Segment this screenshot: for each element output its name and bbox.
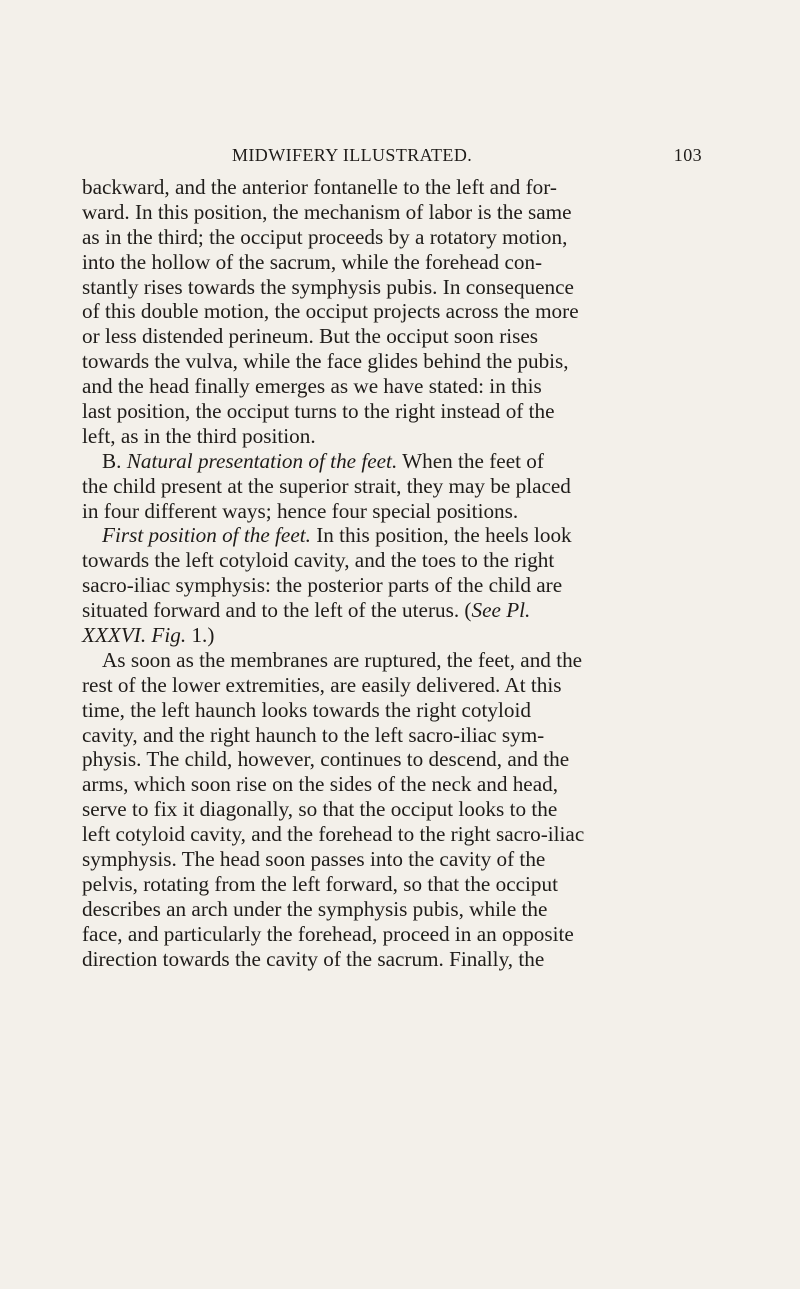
text-line-23: cavity, and the right haunch to the left sacro-iliac sym- (82, 722, 545, 747)
section-marker: B. (102, 448, 127, 473)
plate-reference: See Pl. (471, 598, 531, 623)
text-line-31: face, and particularly the forehead, proceed in an opposite (82, 921, 574, 946)
text-line-26: serve to fix it diagonally, so that the occiput looks to the (82, 797, 558, 822)
text-line-21: rest of the lower extremities, are easily delivered. At this (82, 672, 562, 697)
text-line-18-main: situated forward and to the left of the uterus. ( (82, 598, 472, 623)
text-line-24: physis. The child, however, continues to descend, and the (82, 747, 570, 772)
text-line-14: in four different ways; hence four special positions. (82, 498, 519, 523)
text-line-19 (82, 623, 712, 648)
text-line-20: As soon as the membranes are ruptured, the feet, and the (102, 647, 583, 672)
text-line-17: sacro-iliac symphysis: the posterior parts of the child are (82, 573, 563, 598)
plate-figure-reference: XXXVI. Fig. (82, 623, 187, 648)
text-line-6: of this double motion, the occiput projects across the more (82, 299, 579, 324)
text-line-9: and the head finally emerges as we have stated: in this (82, 374, 542, 399)
body-text (82, 175, 712, 972)
figure-number: 1.) (186, 623, 215, 648)
text-line-1: backward, and the anterior fontanelle to the left and for- (82, 175, 557, 199)
text-line-10: last position, the occiput turns to the right instead of the (82, 399, 555, 424)
text-line-15 (82, 523, 712, 548)
text-line-8: towards the vulva, while the face glides behind the pubis, (82, 349, 569, 374)
text-line-11: left, as in the third position. (82, 423, 316, 448)
text-line-4: into the hollow of the sacrum, while the forehead con- (82, 249, 543, 274)
text-line-16: towards the left cotyloid cavity, and the toes to the right (82, 548, 555, 573)
text-line-29: pelvis, rotating from the left forward, so that the occiput (82, 871, 558, 896)
text-line-15-rest: In this position, the heels look (310, 523, 572, 548)
text-line-13: the child present at the superior strait, they may be placed (82, 473, 571, 498)
text-line-28: symphysis. The head soon passes into the cavity of the (82, 847, 546, 872)
text-line-32: direction towards the cavity of the sacrum. Finally, the (82, 946, 545, 971)
text-line-18 (82, 598, 712, 623)
text-line-5: stantly rises towards the symphysis pubis. In consequence (82, 274, 574, 299)
text-line-30: describes an arch under the symphysis pubis, while the (82, 896, 548, 921)
page-title: MIDWIFERY ILLUSTRATED. (232, 145, 473, 165)
page-number: 103 (673, 145, 702, 165)
text-line-22: time, the left haunch looks towards the right cotyloid (82, 697, 531, 722)
text-line-7: or less distended perineum. But the occiput soon rises (82, 324, 539, 349)
text-line-3: as in the third; the occiput proceeds by a rotatory motion, (82, 224, 568, 249)
text-line-2: ward. In this position, the mechanism of labor is the same (82, 199, 572, 224)
running-header (82, 145, 712, 169)
text-line-12 (82, 449, 712, 474)
text-line-27: left cotyloid cavity, and the forehead to the right sacro-iliac (82, 822, 585, 847)
text-line-25: arms, which soon rise on the sides of the neck and head, (82, 772, 559, 797)
section-heading-natural-presentation: Natural presentation of the feet. (126, 448, 398, 473)
text-line-12-rest: When the feet of (397, 448, 544, 473)
subheading-first-position: First position of the feet. (102, 523, 311, 548)
